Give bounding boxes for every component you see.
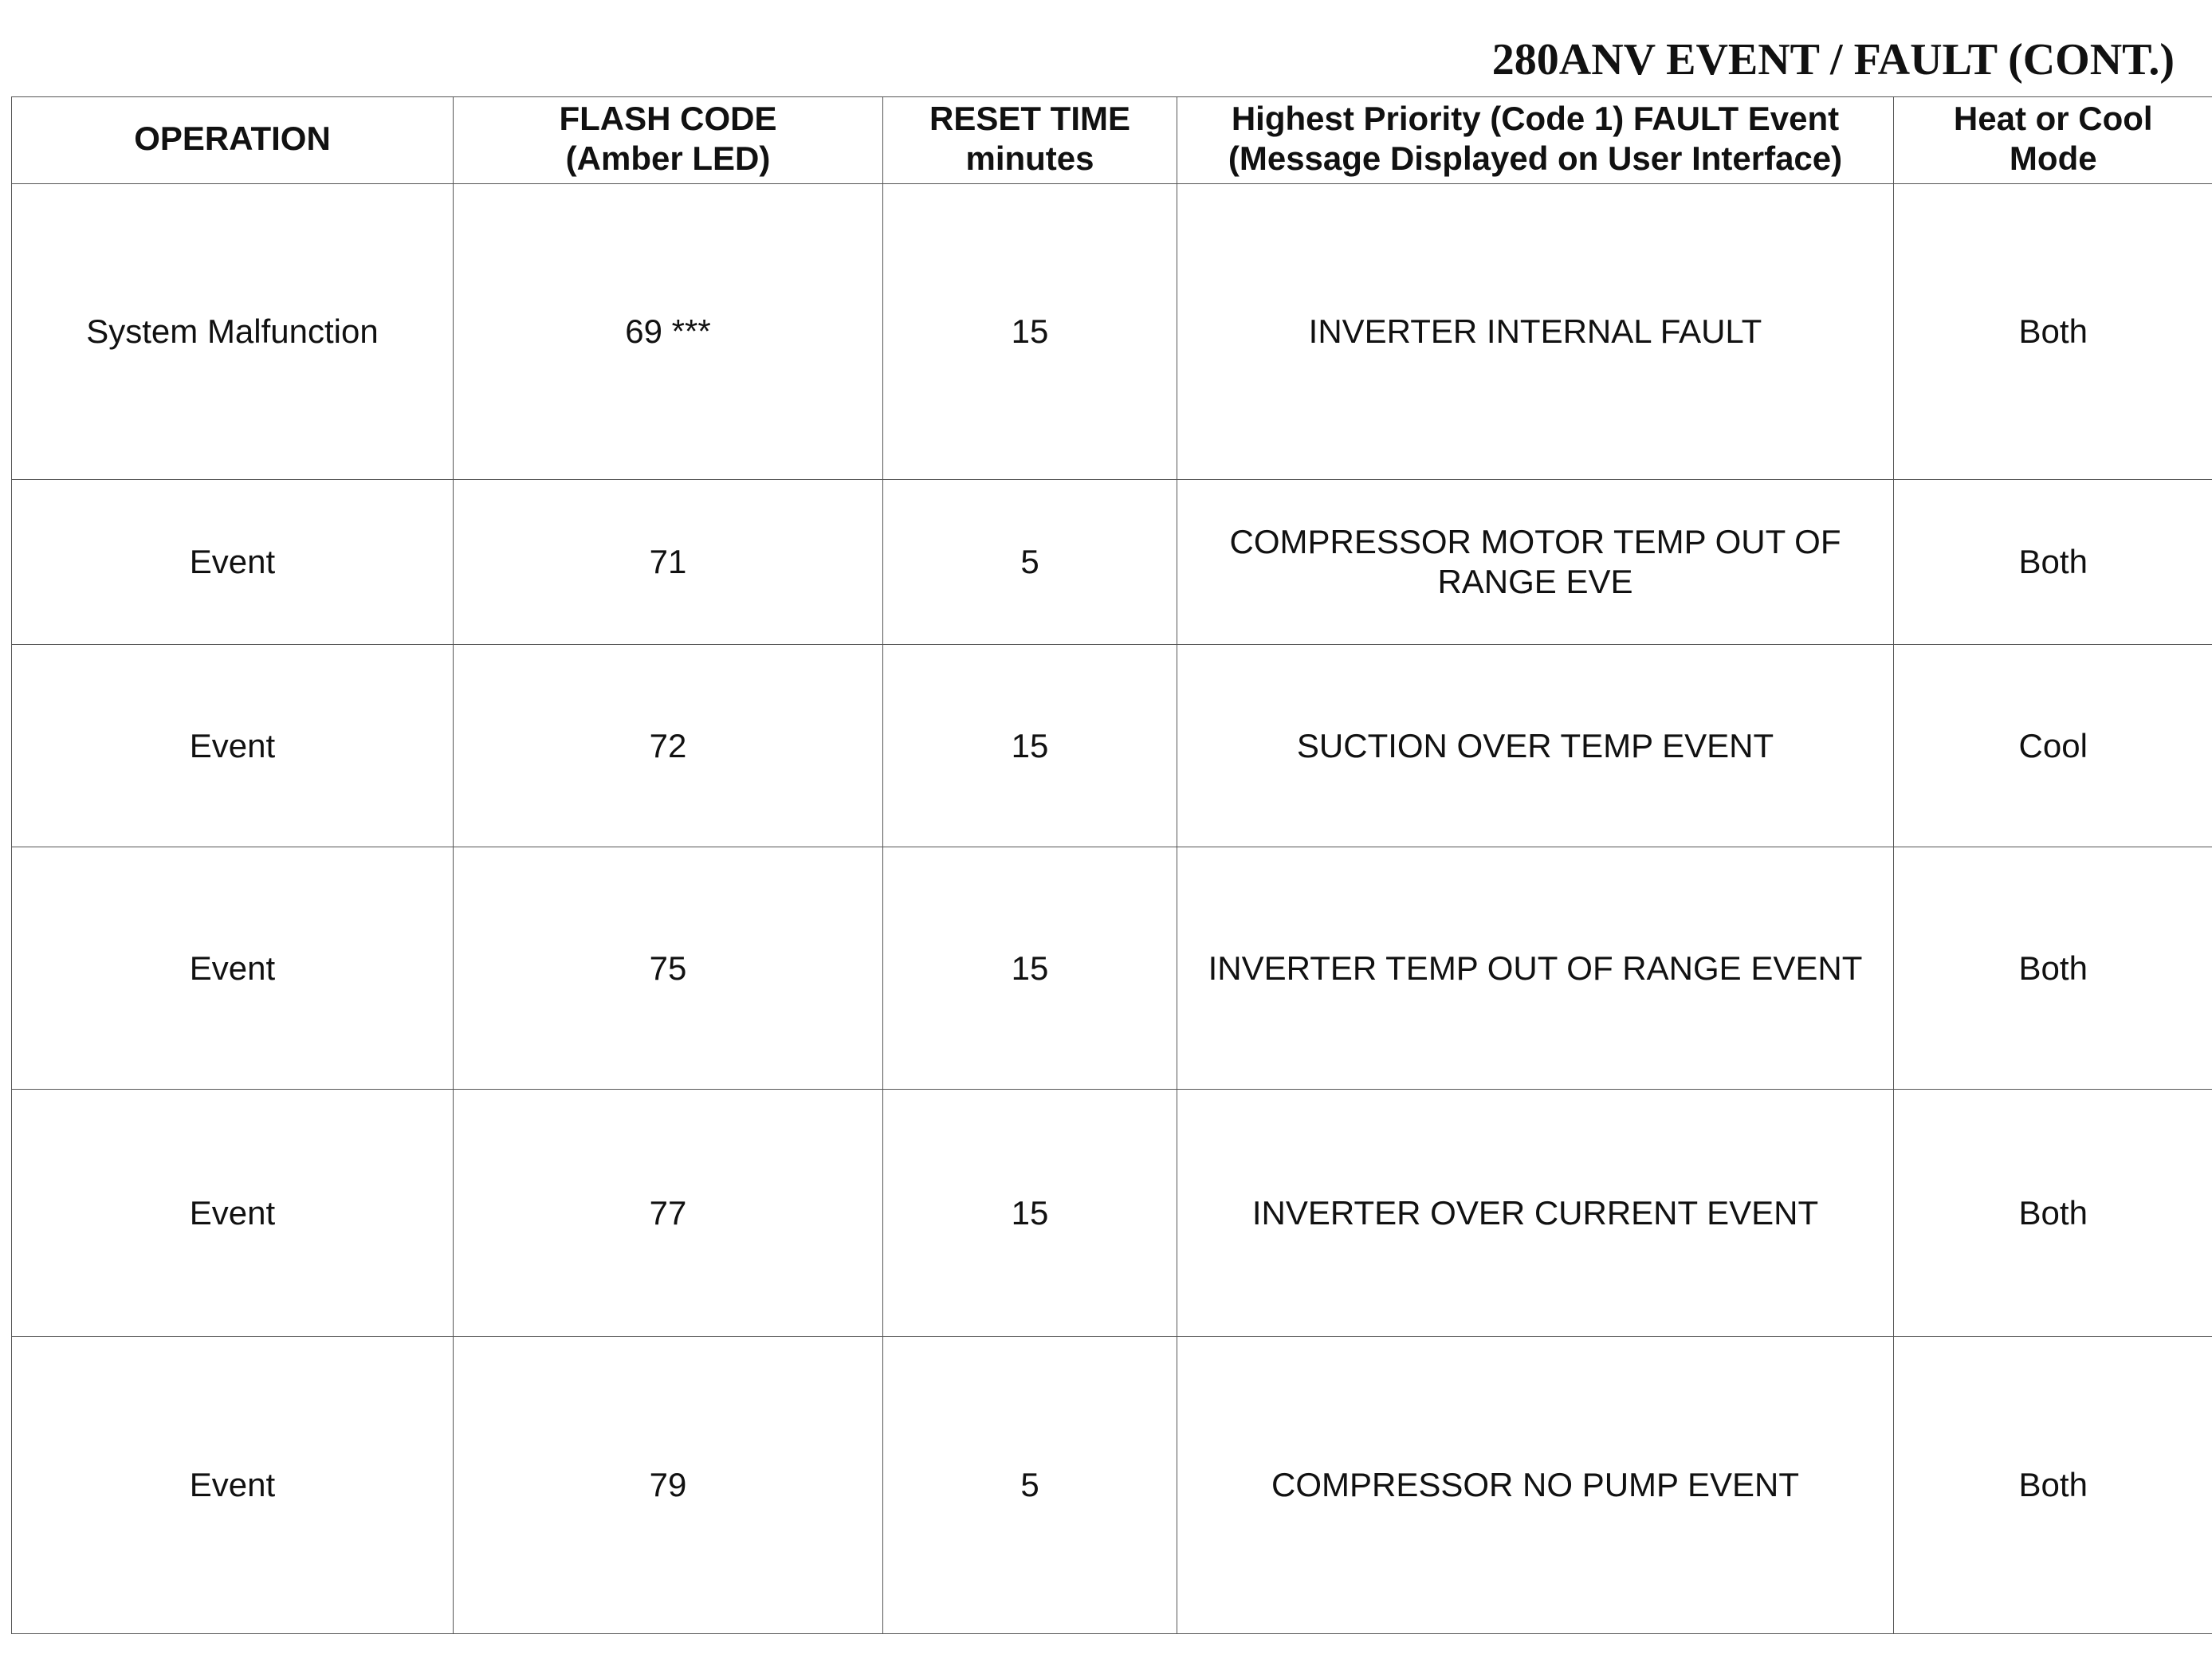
header-reset-time-line1: RESET TIME: [929, 100, 1131, 137]
fault-code-table: [11, 96, 2212, 1634]
table-row: [12, 1090, 2212, 1337]
header-flash-code-line1: FLASH CODE: [559, 100, 777, 137]
cell-fault-message: INVERTER TEMP OUT OF RANGE EVENT: [1177, 847, 1894, 1090]
cell-mode: Both: [1894, 480, 2212, 645]
header-operation: [12, 97, 454, 184]
table-row: [12, 1337, 2212, 1634]
table-row: [12, 184, 2212, 480]
cell-fault-message: INVERTER INTERNAL FAULT: [1177, 184, 1894, 480]
cell-flash-code: 75: [454, 847, 883, 1090]
header-mode: [1894, 97, 2212, 184]
header-mode-line1: Heat or Cool: [1953, 100, 2153, 137]
cell-flash-code: 77: [454, 1090, 883, 1337]
cell-mode: Both: [1894, 184, 2212, 480]
cell-operation: System Malfunction: [12, 184, 454, 480]
table-row: [12, 480, 2212, 645]
header-flash-code: [454, 97, 883, 184]
cell-reset-time: 15: [883, 184, 1177, 480]
header-mode-line2: Mode: [2009, 139, 2097, 177]
cell-reset-time: 15: [883, 1090, 1177, 1337]
header-fault-message-line2: (Message Displayed on User Interface): [1228, 139, 1843, 177]
cell-fault-message: INVERTER OVER CURRENT EVENT: [1177, 1090, 1894, 1337]
cell-operation: Event: [12, 1090, 454, 1337]
cell-fault-message: COMPRESSOR NO PUMP EVENT: [1177, 1337, 1894, 1634]
header-reset-time: [883, 97, 1177, 184]
cell-mode: Both: [1894, 1090, 2212, 1337]
table-row: [12, 645, 2212, 847]
table-header-row: [12, 97, 2212, 184]
cell-operation: Event: [12, 645, 454, 847]
cell-operation: Event: [12, 1337, 454, 1634]
cell-fault-message: SUCTION OVER TEMP EVENT: [1177, 645, 1894, 847]
header-operation-label: OPERATION: [134, 120, 331, 157]
cell-flash-code: 79: [454, 1337, 883, 1634]
table-row: [12, 847, 2212, 1090]
cell-reset-time: 5: [883, 480, 1177, 645]
cell-flash-code: 69 ***: [454, 184, 883, 480]
cell-mode: Both: [1894, 1337, 2212, 1634]
cell-reset-time: 15: [883, 847, 1177, 1090]
cell-flash-code: 71: [454, 480, 883, 645]
cell-mode: Both: [1894, 847, 2212, 1090]
cell-mode: Cool: [1894, 645, 2212, 847]
header-fault-message: [1177, 97, 1894, 184]
cell-reset-time: 5: [883, 1337, 1177, 1634]
cell-fault-message: COMPRESSOR MOTOR TEMP OUT OF RANGE EVE: [1177, 480, 1894, 645]
cell-reset-time: 15: [883, 645, 1177, 847]
header-flash-code-line2: (Amber LED): [565, 139, 771, 177]
cell-operation: Event: [12, 480, 454, 645]
page-title: 280ANV EVENT / FAULT (CONT.): [1491, 35, 2175, 84]
header-fault-message-line1: Highest Priority (Code 1) FAULT Event: [1231, 100, 1840, 137]
header-reset-time-line2: minutes: [965, 139, 1094, 177]
cell-operation: Event: [12, 847, 454, 1090]
cell-flash-code: 72: [454, 645, 883, 847]
